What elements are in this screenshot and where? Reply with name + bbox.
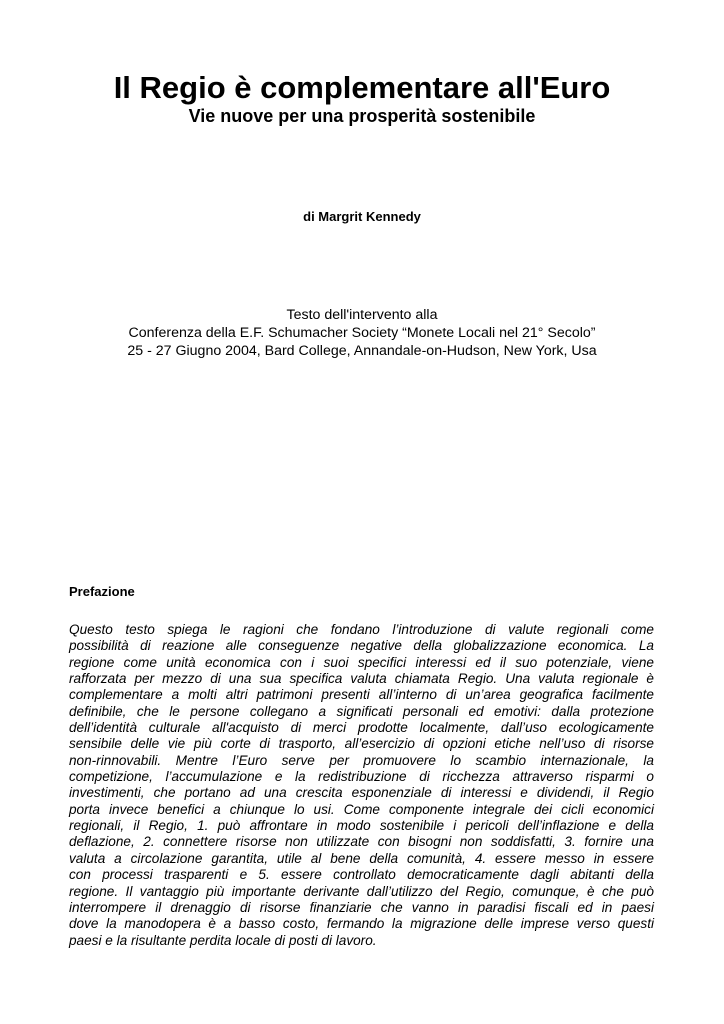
conference-info (0, 306, 724, 360)
paragraph-line: competizione, l’accumulazione e la redistribuzione di ricchezza attraverso risparmi o (69, 769, 654, 785)
conference-info-line: 25 - 27 Giugno 2004, Bard College, Annandale-on-Hudson, New York, Usa (127, 343, 597, 359)
preface-paragraph (69, 622, 654, 949)
paragraph-line: definibile, che le persone collegano a significati personali ed emotivi: dalla protezione (69, 703, 654, 719)
paragraph-line: con processi trasparenti e 5. essere controllato democraticamente dagli abitanti della (69, 867, 654, 883)
paragraph-line: investimenti, che portano ad una crescita esponenziale di interessi e dividendi, il Regio (69, 785, 654, 801)
paragraph-line: dell’identità culturale all'acquisto di merci prodotte localmente, dall’uso ecologicamente (69, 720, 654, 736)
paragraph-line: regione. Il vantaggio più importante derivante dall’utilizzo del Regio, comunque, è che può (69, 883, 654, 899)
document-subtitle: Vie nuove per una prosperità sostenibile (188, 106, 536, 126)
conference-info-line: Testo dell'intervento alla (286, 307, 438, 323)
paragraph-line: valuta a circolazione garantita, utile al bene della comunità, 4. essere messo in essere (69, 850, 654, 866)
paragraph-line: sensibile delle vie più corte di trasporto, all’esercizio di opzioni etiche nell’uso di risorse (69, 736, 654, 752)
paragraph-line: regione come unità economica con i suoi specifici interessi ed il suo potenziale, viene (69, 654, 654, 670)
paragraph-line: Questo testo spiega le ragioni che fondano l’introduzione di valute regionali come (69, 622, 654, 637)
paragraph-line: deflazione, 2. connettere risorse non utilizzate con bisogni non soddisfatti, 3. fornire una (69, 834, 654, 850)
paragraph-line: rafforzata per mezzo di una sua specifica valuta chiamata Regio. Una valuta regionale è (69, 671, 654, 687)
paragraph-line: possibilità di reazione alle conseguenze negative della globalizzazione economica. La (69, 638, 654, 654)
paragraph-line: non-rinnovabili. Mentre l’Euro serve per promuovere lo scambio internazionale, la (69, 752, 654, 768)
paragraph-line: dove la manodopera è a basso costo, fermando la migrazione delle imprese verso questi (69, 916, 654, 932)
author-line: di Margrit Kennedy (303, 209, 421, 224)
section-heading: Prefazione (69, 584, 135, 599)
paragraph-line: porta invece benefici a chiunque lo usi. Come componente integrale dei cicli economici (69, 801, 654, 817)
paragraph-line: regionali, il Regio, 1. può affrontare in modo sostenibile i pericoli dell’inflazione e della (69, 818, 654, 834)
conference-info-line: Conferenza della E.F. Schumacher Society “Monete Locali nel 21° Secolo” (128, 325, 596, 341)
document-title: Il Regio è complementare all'Euro (113, 70, 611, 105)
paragraph-line: interrompere il drenaggio di risorse finanziarie che vanno in paradisi fiscali ed in paesi (69, 899, 654, 915)
paragraph-line: complementare a molti altri patrimoni presenti all’interno di un’area geografica facilmente (69, 687, 654, 703)
paragraph-line: paesi e la risultante perdita locale di posti di lavoro. (69, 932, 377, 948)
